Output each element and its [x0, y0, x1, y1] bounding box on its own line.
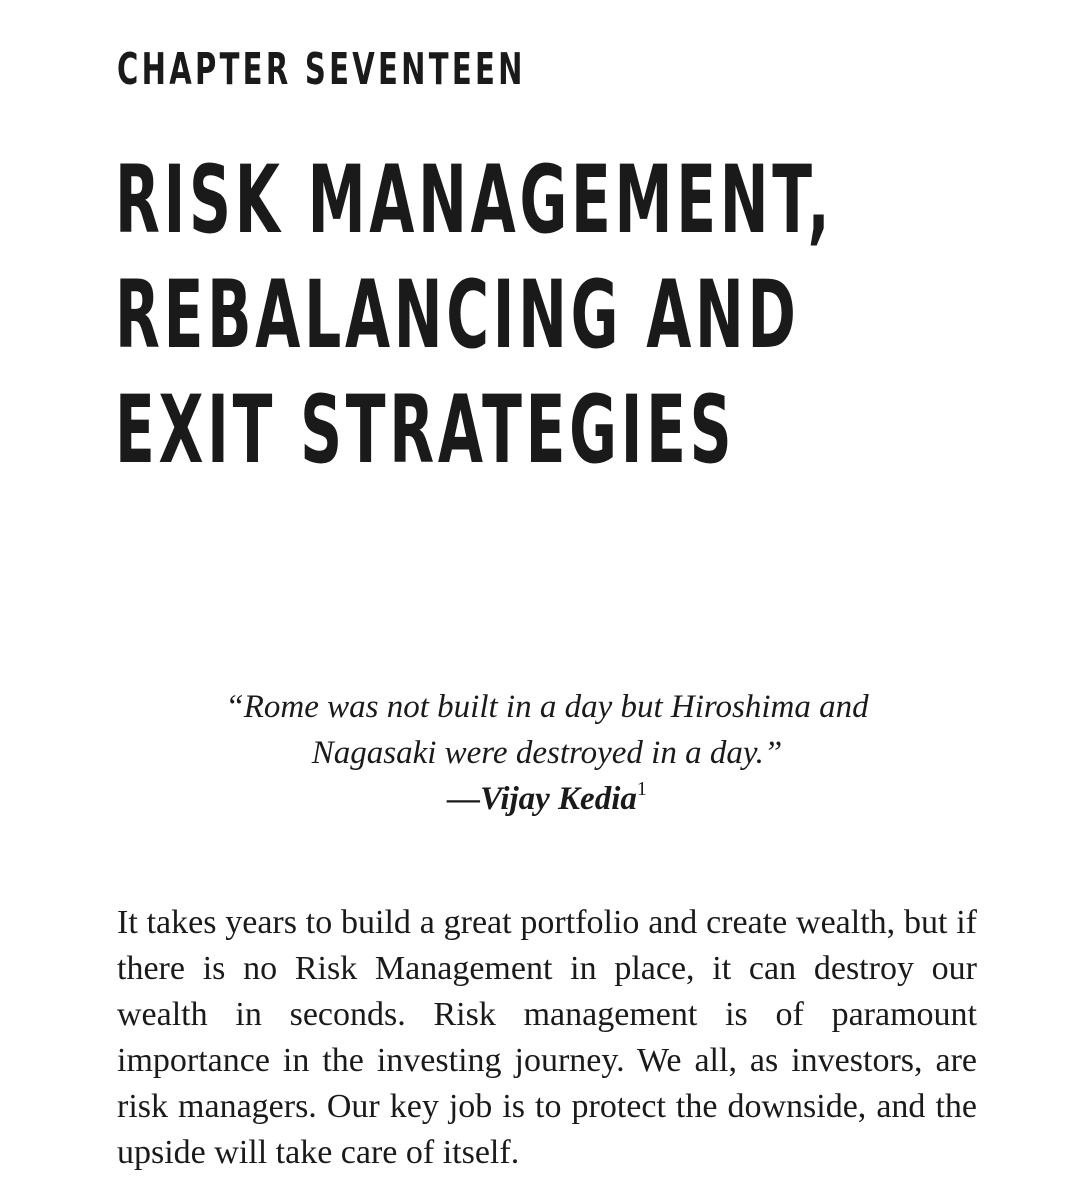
chapter-label: CHAPTER SEVENTEEN [117, 44, 526, 95]
footnote-reference[interactable]: 1 [636, 778, 647, 800]
chapter-title-line-1: RISK MANAGEMENT, [115, 146, 834, 255]
chapter-title-line-3: EXIT STRATEGIES [115, 376, 736, 485]
body-paragraph: It takes years to build a great portfolio and create wealth, but if there is no Risk Management in place, it can destroy our wealth in seconds. Risk management is of paramount importance in the investing journey. We all, as investors, are risk managers. Our key job is to protect the downside, and the upside will take care of itself. [117, 904, 977, 1171]
epigraph-quote-line-1: “Rome was not built in a day but Hiroshima and [225, 689, 869, 725]
chapter-title-line-2: REBALANCING AND [115, 261, 800, 370]
epigraph-quote-line-2: Nagasaki were destroyed in a day.” [311, 735, 783, 771]
epigraph [117, 684, 977, 822]
epigraph-attribution [117, 776, 977, 822]
attribution-name: —Vijay Kedia [447, 781, 637, 817]
